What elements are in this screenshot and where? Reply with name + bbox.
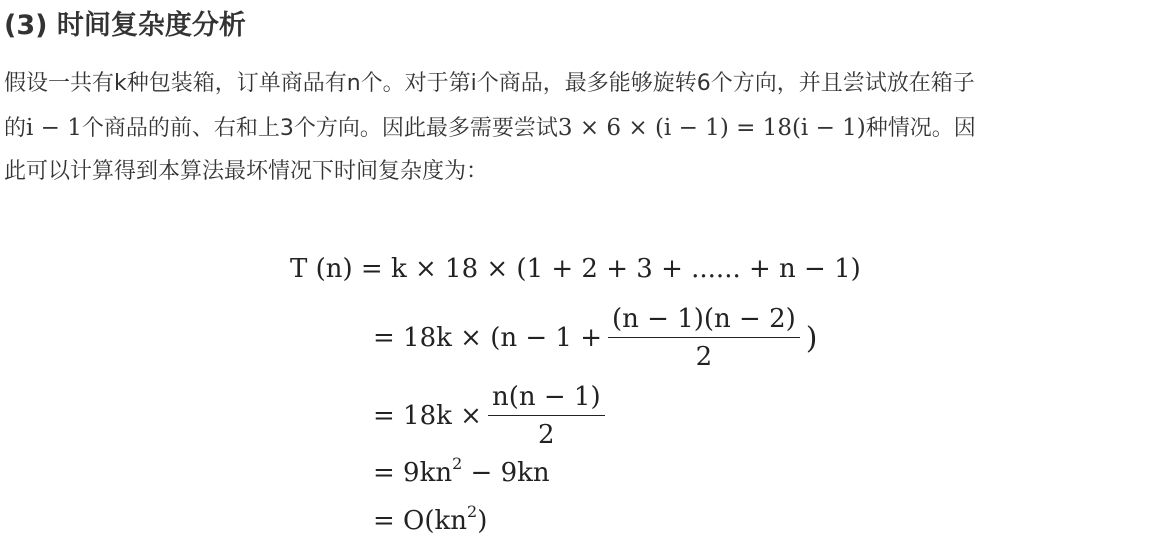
equation-term: − 9kn (462, 458, 550, 488)
equation-term: = O(kn (373, 506, 468, 536)
fraction (608, 303, 800, 374)
equation-line-5 (373, 502, 488, 536)
paragraph-text: 假设一共有k种包装箱，订单商品有n个。对于第i个商品，最多能够旋转6个方向，并且尝试放在箱子 (4, 71, 975, 96)
equation-line-2 (373, 298, 818, 378)
paragraph-line-2 (4, 109, 976, 148)
fraction-denominator: 2 (538, 419, 555, 450)
equation-term: ) (805, 320, 818, 356)
equation-line-1: T (n) = k × 18 × (1 + 2 + 3 + ...... + n − 1) (290, 254, 861, 284)
paragraph-line-1 (4, 65, 975, 103)
equation-term: ) (477, 506, 488, 536)
equation-line-3 (373, 376, 611, 456)
inline-math: 3 × 6 × (i − 1) = 18(i − 1) (557, 115, 866, 141)
paragraph-text: 的 (4, 116, 27, 141)
section-heading: (3) 时间复杂度分析 (4, 10, 246, 41)
fraction (488, 381, 605, 452)
equation-line-4 (373, 454, 550, 488)
inline-math: i − 1 (26, 115, 82, 141)
fraction-denominator: 2 (695, 341, 713, 372)
paragraph-text: 种情况。因 (865, 116, 976, 141)
equation-term: = 18k × (n − 1 + (373, 323, 602, 353)
equation-term: = 9kn (373, 458, 453, 488)
paragraph-line-3 (4, 153, 488, 191)
fraction-numerator: n(n − 1) (491, 381, 601, 412)
paragraph-text: 此可以计算得到本算法最坏情况下时间复杂度为： (4, 159, 489, 184)
equation-term: = 18k × (373, 401, 482, 431)
exponent: 2 (452, 454, 463, 473)
paragraph-text: 个商品的前、右和上3个方向。因此最多需要尝试 (81, 116, 558, 141)
exponent: 2 (467, 502, 478, 521)
fraction-numerator: (n − 1)(n − 2) (612, 303, 796, 334)
